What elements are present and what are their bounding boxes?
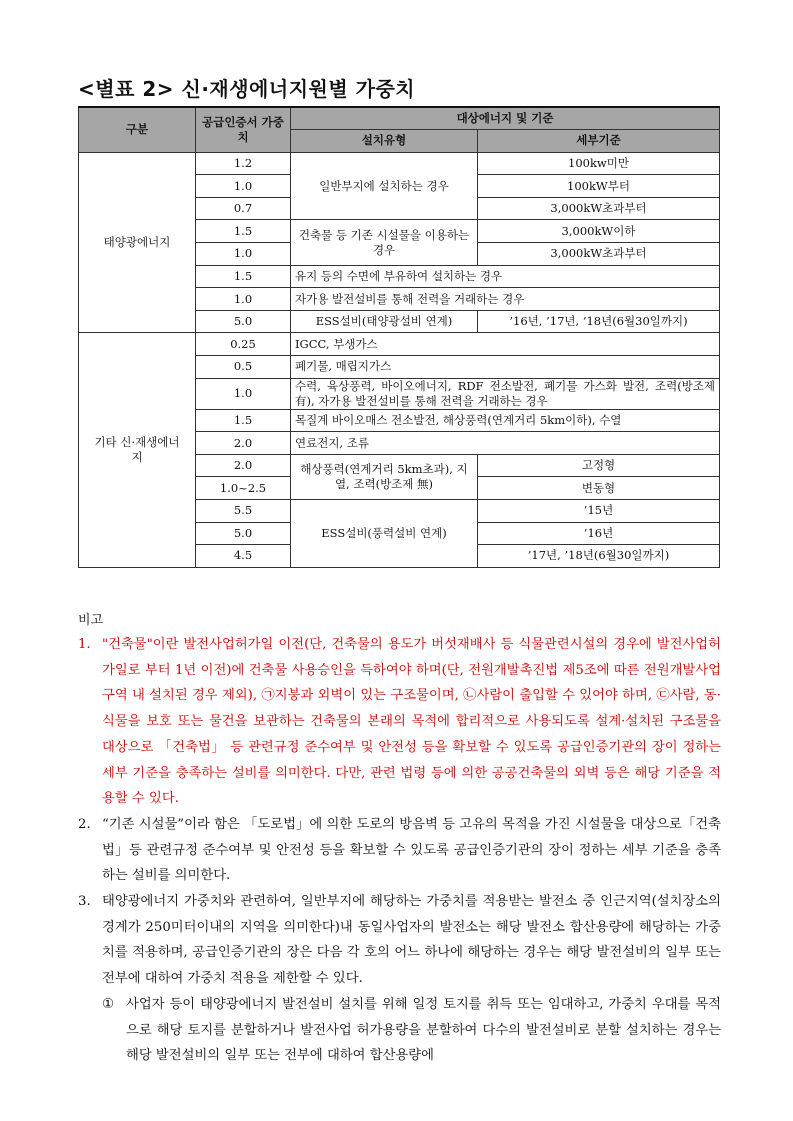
weight-cell: 0.7 bbox=[196, 197, 291, 220]
weight-cell: 0.25 bbox=[196, 333, 291, 356]
header-install-type: 설치유형 bbox=[291, 130, 478, 153]
note-text: “기존 시설물”이라 함은 「도로법」에 의한 도로의 방음벽 등 고유의 목적을 가진 시설물을 대상으로「건축법」등 관련규정 준수여부 및 안전성 등을 확보할 수 있도록 공급인증기관의 장이 정하는 세부 기준을 충족하는 설비를 의미한다. bbox=[102, 816, 721, 884]
detail-cell: 3,000kW초과부터 bbox=[478, 243, 720, 266]
header-category: 구분 bbox=[79, 107, 196, 152]
install-type-building: 건축물 등 기존 시설물을 이용하는 경우 bbox=[291, 220, 478, 265]
table-row bbox=[79, 333, 720, 356]
target-text-cell: 목질계 바이오매스 전소발전, 해상풍력(연계거리 5km이하), 수열 bbox=[291, 409, 720, 432]
note-text: 태양광에너지 가중치와 관련하여, 일반부지에 해당하는 가중치를 적용받는 발전소 중 인근지역(설치장소의 경계가 250미터이내의 지역을 의미한다)내 동일사업자의 발전소는 해당 발전소 합산용량에 해당하는 가중치를 적용하며, 공급인증기관의 장은 다음 각 호의 어느 하나에 해당하는 경우는 해당 발전설비의 일부 또는 전부에 대하여 가중치 적용을 제한할 수 있다. bbox=[102, 894, 721, 987]
target-text-cell: IGCC, 부생가스 bbox=[291, 333, 720, 356]
note-sub-number: ① bbox=[102, 996, 114, 1012]
weight-cell: 1.0 bbox=[196, 288, 291, 311]
notes-list bbox=[78, 632, 721, 1069]
install-type-ess-wind: ESS설비(풍력설비 연계) bbox=[291, 500, 478, 568]
weight-cell: 5.0 bbox=[196, 522, 291, 545]
detail-cell: 100kw미만 bbox=[478, 152, 720, 175]
weight-cell: 1.0 bbox=[196, 378, 291, 409]
note-sub-item bbox=[102, 992, 721, 1069]
target-text-cell: 유지 등의 수면에 부유하여 설치하는 경우 bbox=[291, 265, 720, 288]
weight-cell: 1.0 bbox=[196, 243, 291, 266]
note-number: 3. bbox=[78, 894, 91, 910]
install-type-general-land: 일반부지에 설치하는 경우 bbox=[291, 152, 478, 220]
detail-cell: 100kW부터 bbox=[478, 175, 720, 198]
install-type-offshore: 해상풍력(연계거리 5km초과), 지열, 조력(방조제 無) bbox=[291, 454, 478, 499]
note-item bbox=[78, 812, 721, 889]
table-row bbox=[79, 152, 720, 175]
notes-label: 비고 bbox=[78, 613, 104, 628]
header-weight: 공급인증서 가중치 bbox=[196, 107, 291, 152]
weight-cell: 1.2 bbox=[196, 152, 291, 175]
weight-cell: 2.0 bbox=[196, 454, 291, 477]
target-text-cell: 폐기물, 매립지가스 bbox=[291, 356, 720, 379]
detail-cell: 고정형 bbox=[478, 454, 720, 477]
note-sub-text: 사업자 등이 태양광에너지 발전설비 설치를 위해 일정 토지를 취득 또는 임대하고, 가중치 우대를 목적으로 해당 토지를 분할하거나 발전사업 허가용량을 분할하여 다수의 발전설비로 분할 설치하는 경우는 해당 발전설비의 일부 또는 전부에 대하여 합산용량에 bbox=[126, 996, 721, 1064]
weight-cell: 5.5 bbox=[196, 500, 291, 523]
category-solar: 태양광에너지 bbox=[79, 152, 196, 333]
weight-cell: 1.0~2.5 bbox=[196, 477, 291, 500]
target-text-cell: 연료전지, 조류 bbox=[291, 432, 720, 455]
detail-cell: ’16년, ’17년, ’18년(6월30일까지) bbox=[478, 310, 720, 333]
weight-cell: 1.5 bbox=[196, 220, 291, 243]
detail-cell: 3,000kW이하 bbox=[478, 220, 720, 243]
note-number: 2. bbox=[78, 816, 91, 832]
weight-cell: 0.5 bbox=[196, 356, 291, 379]
detail-cell: ’16년 bbox=[478, 522, 720, 545]
detail-cell: 변동형 bbox=[478, 477, 720, 500]
weight-table bbox=[78, 106, 720, 568]
note-sub-list bbox=[102, 992, 721, 1069]
note-item bbox=[78, 889, 721, 1069]
detail-cell: 3,000kW초과부터 bbox=[478, 197, 720, 220]
note-text: "건축물"이란 발전사업허가일 이전(단, 건축물의 용도가 버섯재배사 등 식물관련시설의 경우에 발전사업허가일로 부터 1년 이전)에 건축물 사용승인을 득하여야 하며(단, 전원개발촉진법 제5조에 따른 전원개발사업구역 내 설치된 경우 제외), ㉠지붕과 외벽이 있는 구조물이며, ㉡사람이 출입할 수 있어야 하며, ㉢사람, 동·식물을 보호 또는 물건을 보관하는 건축물의 본래의 목적에 합리적으로 사용되도록 설계·설치된 구조물을 대상으로 「건축법」 등 관련규정 준수여부 및 안전성 등을 확보할 수 있도록 공급인증기관의 장이 정하는 세부 기준을 충족하는 설비를 의미한다. 다만, 관련 법령 등에 의한 공공건축물의 외벽 등은 해당 기준을 적용할 수 있다. bbox=[102, 637, 721, 807]
weight-cell: 2.0 bbox=[196, 432, 291, 455]
page-title: <별표 2> 신·재생에너지원별 가중치 bbox=[78, 77, 416, 101]
header-target: 대상에너지 및 기준 bbox=[291, 107, 720, 130]
weight-cell: 1.5 bbox=[196, 409, 291, 432]
header-detail: 세부기준 bbox=[478, 130, 720, 153]
detail-cell: ’15년 bbox=[478, 500, 720, 523]
install-type-ess-solar: ESS설비(태양광설비 연계) bbox=[291, 310, 478, 333]
weight-cell: 4.5 bbox=[196, 545, 291, 568]
weight-cell: 5.0 bbox=[196, 310, 291, 333]
weight-cell: 1.0 bbox=[196, 175, 291, 198]
note-item bbox=[78, 632, 721, 812]
header-row bbox=[79, 107, 720, 130]
note-number: 1. bbox=[78, 637, 91, 652]
category-other: 기타 신·재생에너지 bbox=[79, 333, 196, 567]
target-text-cell: 수력, 육상풍력, 바이오에너지, RDF 전소발전, 폐기물 가스화 발전, 조력(방조제 有), 자가용 발전설비를 통해 전력을 거래하는 경우 bbox=[291, 378, 720, 409]
detail-cell: ’17년, ’18년(6월30일까지) bbox=[478, 545, 720, 568]
target-text-cell: 자가용 발전설비를 통해 전력을 거래하는 경우 bbox=[291, 288, 720, 311]
weight-cell: 1.5 bbox=[196, 265, 291, 288]
